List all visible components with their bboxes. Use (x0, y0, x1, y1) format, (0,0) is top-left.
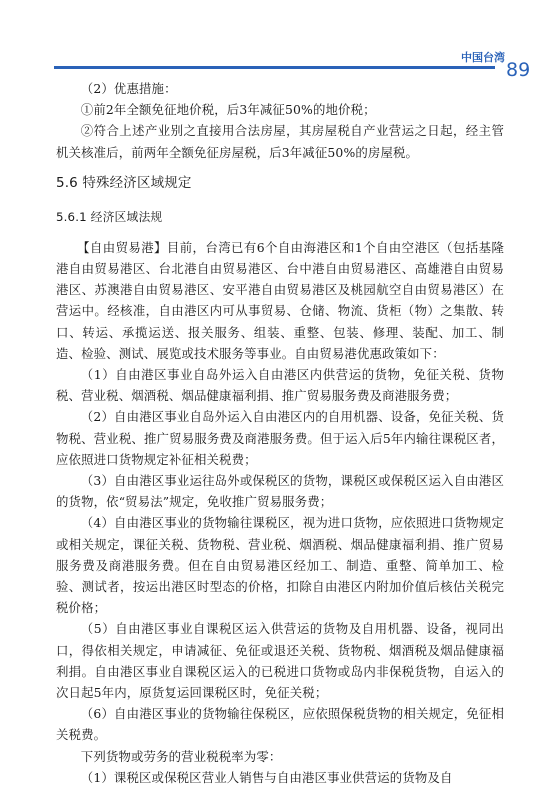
paragraph-land-tax: ①前2年全额免征地价税，后3年减征50%的地价税； (80, 102, 376, 118)
header-label: 中国台湾 (461, 51, 505, 64)
paragraph-house-tax: ②符合上述产业别之直接用合法房屋，其房屋税自产业营运之日起，经主管机关核准后，前两年全额免征房屋税，后3年减征50%的房屋税。 (56, 123, 504, 160)
paragraph-policy-4: （4）自由港区事业的货物输往课税区，视为进口货物，应依照进口货物规定或相关规定，课征关税、货物税、营业税、烟酒税、烟品健康福利捐、推广贸易服务费及商港服务费。但在自由贸易港区经加工、制造、重整、简单加工、检验、测试者，按运出港区时型态的价格，扣除自由港区内附加价值后核估关税完税价格； (56, 515, 504, 616)
paragraph-policy-2: （2）自由港区事业自岛外运入自由港区内的自用机器、设备，免征关税、货物税、营业税、推广贸易服务费及商港服务费。但于运入后5年内输往课税区者，应依照进口货物规定补征相关税费； (56, 409, 504, 467)
paragraph-policy-3: （3）自由港区事业运往岛外或保税区的货物，课税区或保税区运入自由港区的货物，依“贸易法”规定，免收推广贸易服务费； (56, 473, 504, 510)
paragraph-zero-rate-intro: 下列货物或劳务的营业税税率为零： (80, 748, 282, 764)
paragraph-policy-6: （6）自由港区事业的货物输往保税区，应依照保税货物的相关规定，免征相关税费。 (56, 706, 504, 743)
paragraph-policy-1: （1）自由港区事业自岛外运入自由港区内供营运的货物，免征关税、货物税、营业税、烟酒税、烟品健康福利捐、推广贸易服务费及商港服务费； (56, 367, 504, 404)
paragraph-policy-5: （5）自由港区事业自课税区运入供营运的货物及自用机器、设备，视同出口，得依相关规定，申请减征、免征或退还关税、货物税、烟酒税及烟品健康福利捐。自由港区事业自课税区运入的已税进口货物或岛内非保税货物，自运入的次日起5年内，原货复运回课税区时，免征关税； (56, 621, 504, 701)
section-heading-5-6: 5.6 特殊经济区域规定 (56, 174, 192, 191)
paragraph-free-trade-port: 【自由贸易港】目前，台湾已有6个自由海港区和1个自由空港区（包括基隆港自由贸易港区、台北港自由贸易港区、台中港自由贸易港区、高雄港自由贸易港区、苏澳港自由贸易港区、安平港自由贸易港区及桃园航空自由贸易港区）在营运中。经核准，自由港区内可从事贸易、仓储、物流、货柜（物）之集散、转口、转运、承揽运送、报关服务、组装、重整、包装、修理、装配、加工、制造、检验、测试、展览或技术服务等事业。自由贸易港优惠政策如下： (56, 239, 504, 361)
paragraph-zero-rate-1: （1）课税区或保税区营业人销售与自由港区事业供营运的货物及自 (80, 769, 453, 785)
section-heading-5-6-1: 5.6.1 经济区域法规 (56, 209, 163, 224)
paragraph-incentives-heading: （2）优惠措施： (80, 81, 177, 96)
page-number: 89 (506, 59, 531, 81)
page-content (56, 78, 504, 788)
header-rule (54, 66, 495, 69)
